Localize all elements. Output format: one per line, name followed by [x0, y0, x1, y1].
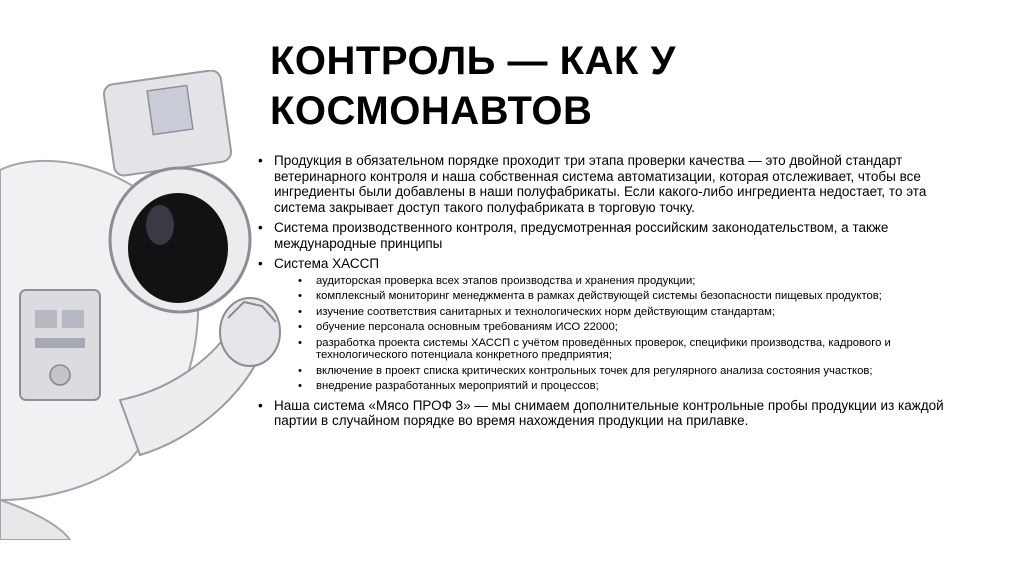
haccp-item: • обучение персонала основным требованиям ИСО 22000; [298, 321, 978, 334]
haccp-item: • включение в проект списка критических контрольных точек для регулярного анализа состояния участков; [298, 365, 978, 378]
haccp-item: • внедрение разработанных мероприятий и процессов; [298, 380, 978, 393]
bullet-myaso-prof-3: • Наша система «Мясо ПРОФ 3» — мы снимаем дополнительные контрольные пробы продукции из каждой партии в случайном порядке во время нахождения продукции на прилавке. [258, 398, 978, 429]
title-line-2: КОСМОНАВТОВ [270, 89, 593, 133]
haccp-item: • комплексный мониторинг менеджмента в рамках действующей системы безопасности пищевых продуктов; [298, 290, 978, 303]
bullet-haccp-label: Система ХАССП [274, 256, 380, 271]
title-line-1: КОНТРОЛЬ — КАК У [270, 39, 676, 83]
haccp-item: • разработка проекта системы ХАССП с учётом проведённых проверок, специфики производства, кадрового и технологического потенциала конкретного предприятия; [298, 337, 978, 362]
bullet-production-control: • Система производственного контроля, предусмотренная российским законодательством, а также международные принципы [258, 220, 978, 251]
bullet-quality-stages: • Продукция в обязательном порядке проходит три этапа проверки качества — это двойной стандарт ветеринарного контроля и наша собственная система автоматизации, которая отслеживает, чтобы все ингредиенты были добавлены в наши полуфабрикаты. Если какого-либо ингредиента недостает, то эта система закрывает доступ такого полуфабриката в торговую точку. [258, 153, 978, 215]
bullet-haccp [258, 256, 978, 393]
slide-title [270, 36, 990, 136]
main-bullet-list [258, 153, 978, 429]
haccp-sub-list [274, 275, 978, 393]
astronaut-illustration [0, 70, 300, 540]
haccp-item: • изучение соответствия санитарных и технологических норм действующим стандартам; [298, 306, 978, 319]
haccp-item: • аудиторская проверка всех этапов производства и хранения продукции; [298, 275, 978, 288]
slide-content [258, 153, 978, 434]
